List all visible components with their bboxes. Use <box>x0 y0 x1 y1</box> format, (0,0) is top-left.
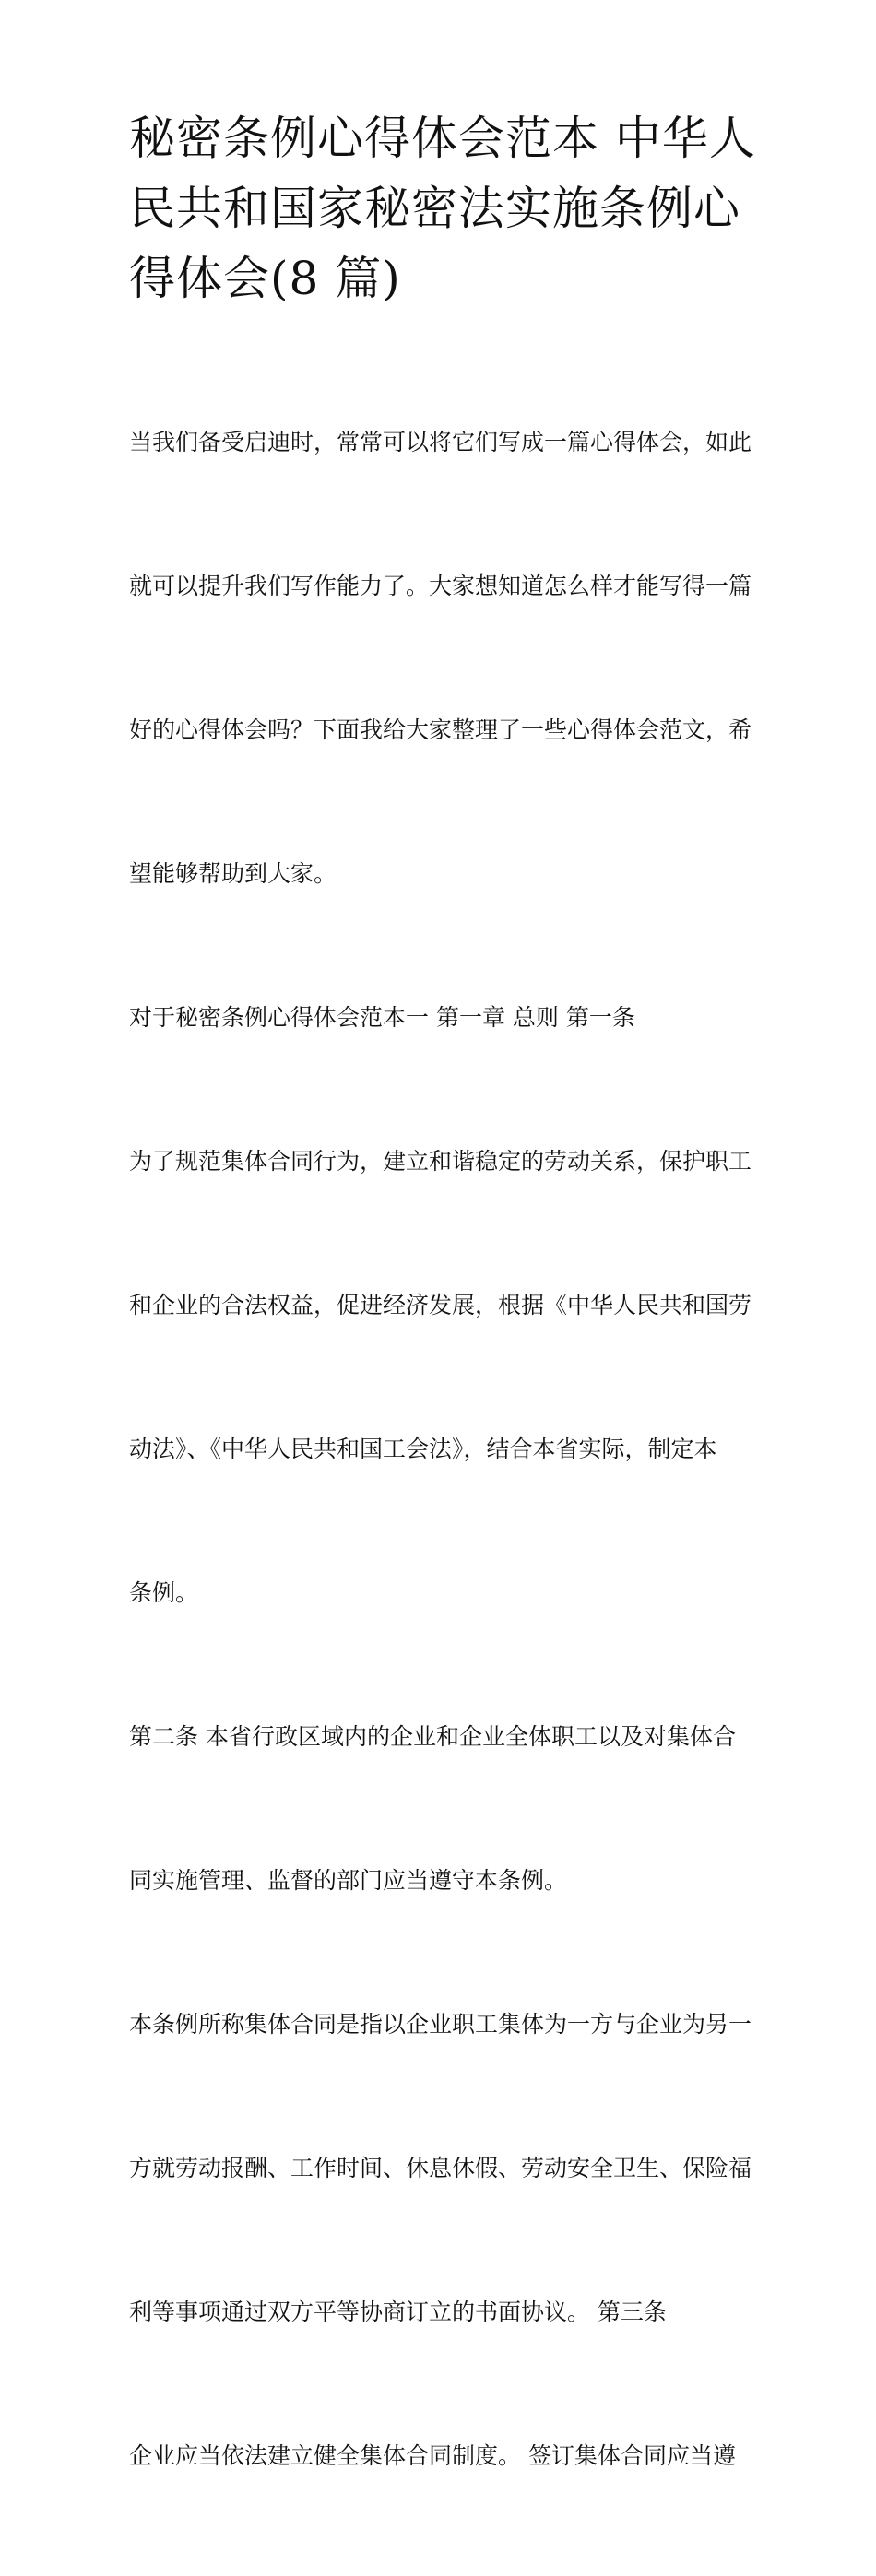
body-line: 动法》、《中华人民共和国工会法》，结合本省实际，制定本 <box>129 1436 717 1462</box>
body-line: 为了规范集体合同行为，建立和谐稳定的劳动关系，保护职工 <box>129 1148 752 1175</box>
body-line: 本条例所称集体合同是指以企业职工集体为一方与企业为另一 <box>129 2011 752 2038</box>
body-line: 第二条 本省行政区域内的企业和企业全体职工以及对集体合 <box>129 1723 736 1750</box>
body-line: 好的心得体会吗？下面我给大家整理了一些心得体会范文，希 <box>129 716 752 743</box>
body-line: 和企业的合法权益，促进经济发展，根据《中华人民共和国劳 <box>129 1292 752 1318</box>
document-title: 秘密条例心得体会范本 中华人 民共和国家秘密法实施条例心 得体会(8 篇) <box>129 112 756 305</box>
body-line: 方就劳动报酬、工作时间、休息休假、劳动安全卫生、保险福 <box>129 2155 752 2181</box>
body-line: 对于秘密条例心得体会范本一 第一章 总则 第一条 <box>129 1004 635 1031</box>
body-line: 企业应当依法建立健全集体合同制度。 签订集体合同应当遵 <box>129 2442 736 2469</box>
body-line: 当我们备受启迪时，常常可以将它们写成一篇心得体会，如此 <box>129 429 752 455</box>
document-body <box>129 323 756 2576</box>
body-line: 望能够帮助到大家。 <box>129 860 337 887</box>
body-line: 利等事项通过双方平等协商订立的书面协议。 第三条 <box>129 2298 667 2325</box>
body-line: 同实施管理、监督的部门应当遵守本条例。 <box>129 1867 568 1894</box>
body-line: 条例。 <box>129 1579 199 1606</box>
body-line: 就可以提升我们写作能力了。大家想知道怎么样才能写得一篇 <box>129 573 752 599</box>
